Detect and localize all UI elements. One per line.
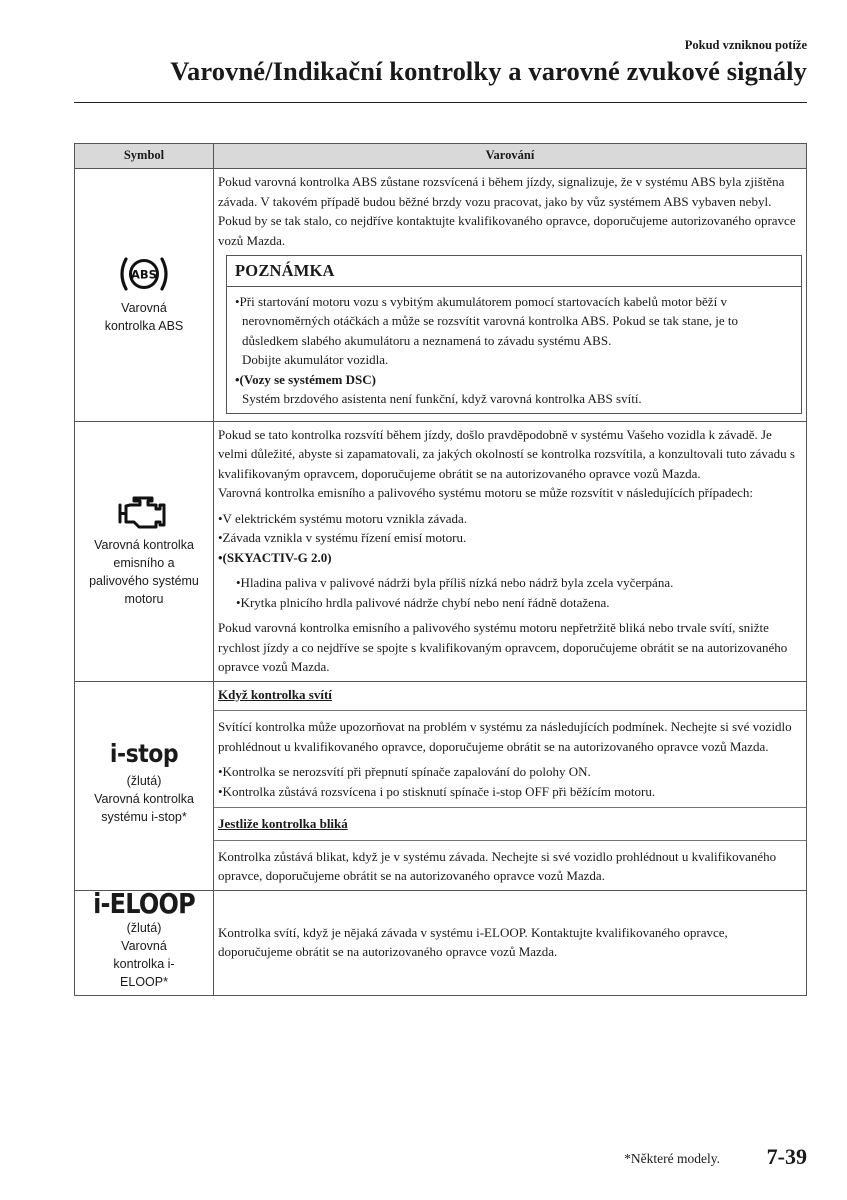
engine-sub-bullet-1: •Hladina paliva v palivové nádrži byla příliš nízká nebo nádrž byla zcela vyčerpána. xyxy=(236,575,674,590)
page-title: Varovné/Indikační kontrolky a varovné zvukové signály xyxy=(170,56,807,86)
ieloop-color: (žlutá) xyxy=(126,920,162,935)
warning-cell-istop xyxy=(214,681,807,890)
section-label: Pokud vzniknou potíže xyxy=(684,38,807,52)
istop-bullet-2: •Kontrolka zůstává rozsvícena i po stisknutí spínače i-stop OFF při běžícím motoru. xyxy=(218,783,656,799)
istop-label: Varovná kontrolka systému i-stop* xyxy=(94,791,194,824)
abs-paragraph-1: Pokud varovná kontrolka ABS zůstane rozsvícená i během jízdy, signalizuje, že v systému ABS byla zjištěna závada. V takovém případě budou běžné brzdy vozu pracovat, jako by vůz systémem ABS vybaven nebyl. xyxy=(218,174,785,209)
svg-text:ABS: ABS xyxy=(131,267,157,282)
title-rule xyxy=(74,102,807,103)
engine-bullet-3-head: •(SKYACTIV-G 2.0) xyxy=(218,549,332,565)
istop-paragraph-2: Kontrolka zůstává blikat, když je v systému závada. Nechejte si své vozidlo prohlédnout u kvalifikovaného opravce, doporučujeme obrátit se na autorizovaného opravce vozů Mazda. xyxy=(218,848,777,883)
symbol-cell-istop xyxy=(75,681,214,890)
header-warning: Varování xyxy=(214,144,807,169)
table-row xyxy=(75,421,807,681)
istop-bullet-1: •Kontrolka se nerozsvítí při přepnutí spínače zapalování do polohy ON. xyxy=(218,764,591,779)
abs-label: Varovná kontrolka ABS xyxy=(104,301,184,334)
symbol-cell-engine xyxy=(75,421,214,681)
table-row xyxy=(75,169,807,422)
engine-paragraph-1: Pokud se tato kontrolka rozsvítí během jízdy, došlo pravděpodobně v systému Vašeho vozidla k závadě. Je velmi důležité, abyste si zapamatovali, za jakých okolností se kontrolka rozsvítila, a konzultovali tuto závadu s kvalifikovaným opravcem, doporučujeme obrátit se na autorizovaného opravce vozů Mazda. xyxy=(218,426,795,481)
abs-paragraph-2: Pokud by se tak stalo, co nejdříve kontaktujte kvalifikovaného opravce, doporučujeme autorizovaného opravce vozů Mazda. xyxy=(218,213,796,248)
warning-cell-engine xyxy=(214,421,807,681)
ieloop-icon: i-ELOOP xyxy=(93,887,195,920)
warning-cell-ieloop xyxy=(214,890,807,995)
engine-paragraph-2: Varovná kontrolka emisního a palivového systému motoru se může rozsvítit v následujících případech: xyxy=(218,485,754,500)
footnote: *Některé modely. xyxy=(624,1151,720,1166)
engine-sub-bullet-2: •Krytka plnicího hrdla palivové nádrže chybí nebo není řádně dotažena. xyxy=(236,594,610,610)
istop-icon: i-stop xyxy=(109,739,179,769)
ieloop-label: Varovná kontrolka i-ELOOP* xyxy=(113,938,175,989)
engine-bullet-2: •Závada vznikla v systému řízení emisí motoru. xyxy=(218,530,467,545)
engine-bullet-1: •V elektrickém systému motoru vznikla závada. xyxy=(218,510,468,526)
note-bullet-2-head: •(Vozy se systémem DSC) xyxy=(235,371,376,387)
warning-table xyxy=(74,143,807,996)
symbol-cell-abs xyxy=(75,169,214,422)
abs-warning-icon xyxy=(77,254,211,299)
istop-heading-flash: Jestliže kontrolka bliká xyxy=(218,816,348,831)
note-bullet-2: Systém brzdového asistenta není funkční, když varovná kontrolka ABS svítí. xyxy=(242,391,642,406)
warning-cell-abs xyxy=(214,169,807,422)
istop-color: (žlutá) xyxy=(126,773,162,788)
engine-paragraph-3: Pokud varovná kontrolka emisního a palivového systému motoru nepřetržitě bliká nebo trvale svítí, snižte rychlost jízdy a co nejdříve se spojte s kvalifikovaným opravcem, doporučujeme obrátit se na autorizovaného opravce vozů Mazda. xyxy=(218,620,788,674)
note-bullet-1: •Při startování motoru vozu s vybitým akumulátorem pomocí startovacích kabelů motor běží v nerovnoměrných otáčkách a může se rozsvítit varovná kontrolka ABS. Pokud se tak stane, je to důsledkem slabého akumulátoru a neznamená to závadu systému ABS. xyxy=(235,293,739,348)
page-number: 7-39 xyxy=(766,1144,807,1169)
note-title: POZNÁMKA xyxy=(227,256,801,287)
note-bullet-1-cont: Dobijte akumulátor vozidla. xyxy=(242,352,389,367)
symbol-cell-ieloop xyxy=(75,887,214,995)
engine-label: Varovná kontrolka emisního a palivového systému motoru xyxy=(89,537,199,606)
table-row xyxy=(75,890,807,995)
engine-warning-icon xyxy=(77,495,211,536)
header-symbol: Symbol xyxy=(75,144,214,169)
note-box xyxy=(226,255,802,414)
istop-paragraph-1: Svítící kontrolka může upozorňovat na problém v systému za následujících podmínek. Nechejte si své vozidlo prohlédnout u kvalifikovaného opravce, doporučujeme obrátit se na autorizovaného opravce vozů Mazda. xyxy=(218,719,792,754)
ieloop-paragraph-1: Kontrolka svítí, když je nějaká závada v systému i-ELOOP. Kontaktujte kvalifikovaného opravce, doporučujeme obrátit se na autorizovaného opravce vozů Mazda. xyxy=(218,924,728,959)
table-header-row xyxy=(75,144,807,169)
istop-heading-lit: Když kontrolka svítí xyxy=(218,686,332,702)
table-row xyxy=(75,681,807,890)
note-body xyxy=(227,287,801,413)
